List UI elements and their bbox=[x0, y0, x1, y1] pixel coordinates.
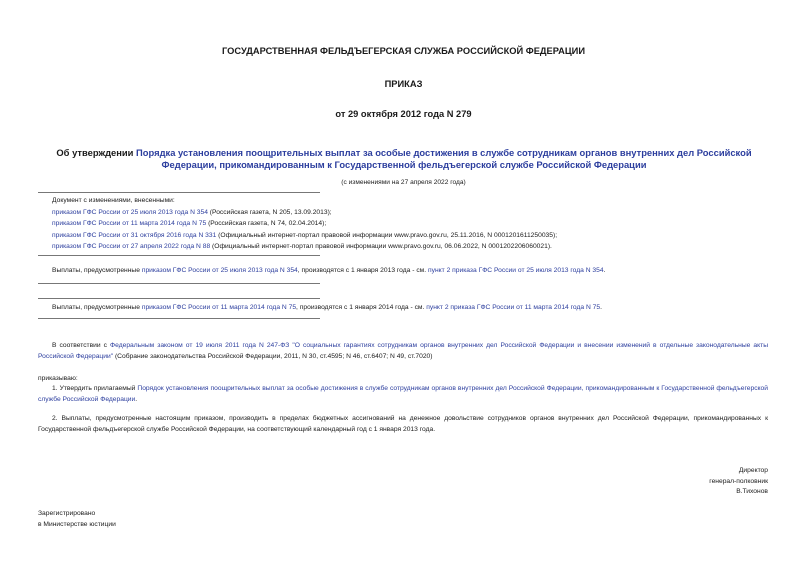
note-link[interactable]: пункт 2 приказа ГФС России от 11 марта 2014 года N 75 bbox=[426, 304, 601, 311]
title-link[interactable]: Порядка установления поощрительных выплат за особые достижения в службе сотрудникам органов внутренних дел Российской Федерации, прикомандированным к Государственной фельдъегерской службе Российской Федерации bbox=[136, 147, 752, 170]
note-link[interactable]: пункт 2 приказа ГФС России от 25 июля 2013 года N 354 bbox=[427, 267, 604, 274]
order-word: приказываю: bbox=[38, 375, 78, 382]
amendment-text: (Официальный интернет-портал правовой информации www.pravo.gov.ru, 06.06.2022, N 0001202206060021). bbox=[210, 243, 552, 251]
document-subtitle: (с изменениями на 27 апреля 2022 года) bbox=[341, 179, 466, 186]
amendments-block bbox=[52, 195, 557, 253]
item-text: . bbox=[135, 395, 138, 403]
amendment-link[interactable]: приказом ГФС России от 11 марта 2014 года N 75 bbox=[52, 220, 207, 228]
note-354 bbox=[52, 265, 605, 277]
amendment-link[interactable]: приказом ГФС России от 31 октября 2016 года N 331 bbox=[52, 231, 217, 239]
amendment-link[interactable]: приказом ГФС России от 25 июля 2013 года N 354 bbox=[52, 208, 208, 216]
amendments-heading: Документ с изменениями, внесенными: bbox=[52, 197, 175, 204]
divider bbox=[38, 318, 320, 319]
amendment-item bbox=[52, 207, 557, 219]
registration-line: в Министерстве юстиции bbox=[38, 521, 116, 528]
procedure-link[interactable]: Порядок установления поощрительных выплат за особые достижения в службе сотрудникам органов внутренних дел Российской Федерации, прикомандированным к Государственной фельдъегерской службе Российской Федерации bbox=[38, 385, 768, 403]
divider bbox=[38, 192, 320, 193]
note-text: . bbox=[603, 267, 606, 274]
document-title bbox=[40, 147, 768, 171]
preamble-text: В соответствии с bbox=[52, 342, 111, 349]
preamble-text: (Собрание законодательства Российской Федерации, 2011, N 30, ст.4595; N 46, ст.6407; N 49, ст.7020) bbox=[113, 352, 433, 360]
amendment-text: (Официальный интернет-портал правовой информации www.pravo.gov.ru, 25.11.2016, N 0001201611250035); bbox=[216, 231, 558, 239]
note-link[interactable]: приказом ГФС России от 11 марта 2014 года N 75 bbox=[141, 304, 297, 311]
preamble bbox=[38, 341, 768, 362]
divider bbox=[38, 255, 320, 256]
document-type: ПРИКАЗ bbox=[384, 79, 423, 89]
item-text: 1. Утвердить прилагаемый bbox=[52, 385, 138, 392]
amendment-text: (Российская газета, N 205, 13.09.2013); bbox=[207, 208, 332, 216]
note-link[interactable]: приказом ГФС России от 25 июля 2013 года N 354 bbox=[141, 267, 298, 274]
amendment-text: (Российская газета, N 74, 02.04.2014); bbox=[206, 220, 327, 228]
registration-line: Зарегистрировано bbox=[38, 510, 96, 517]
note-text: . bbox=[600, 304, 602, 311]
document-date-number: от 29 октября 2012 года N 279 bbox=[335, 109, 472, 119]
signer-position: Директор bbox=[738, 467, 768, 474]
divider bbox=[38, 298, 320, 299]
amendment-item bbox=[52, 218, 557, 230]
signature-block bbox=[709, 466, 768, 498]
item-1 bbox=[38, 384, 768, 405]
title-prefix: Об утверждении bbox=[56, 147, 137, 158]
note-text: , производятся с 1 января 2014 года - см. bbox=[296, 304, 427, 311]
note-text: Выплаты, предусмотренные bbox=[52, 304, 142, 311]
note-text: Выплаты, предусмотренные bbox=[52, 267, 142, 274]
agency-name: ГОСУДАРСТВЕННАЯ ФЕЛЬДЪЕГЕРСКАЯ СЛУЖБА РОССИЙСКОЙ ФЕДЕРАЦИИ bbox=[221, 46, 586, 56]
amendment-link[interactable]: приказом ГФС России от 27 апреля 2022 года N 88 bbox=[52, 243, 211, 251]
note-75 bbox=[52, 302, 602, 314]
divider bbox=[38, 283, 320, 284]
amendment-item bbox=[52, 241, 557, 253]
signer-name: В.Тихонов bbox=[736, 488, 768, 495]
note-text: , производятся с 1 января 2013 года - см. bbox=[297, 267, 428, 274]
federal-law-link[interactable]: Федеральным законом от 19 июля 2011 года N 247-ФЗ "О социальных гарантиях сотрудникам органов внутренних дел Российской Федерации и внесении изменений в отдельные законодательные акты Российской Федерации" bbox=[38, 342, 769, 360]
item-2: 2. Выплаты, предусмотренные настоящим приказом, производить в пределах бюджетных ассигнований на денежное довольствие сотрудников органов внутренних дел Российской Федерации, прикомандированных к Государственной фельдъегерской службе Российской Федерации, на соответствующий календарный год с 1 января 2013 года. bbox=[38, 415, 768, 433]
signer-rank: генерал-полковник bbox=[709, 477, 768, 485]
registration-block bbox=[38, 508, 116, 530]
amendment-item bbox=[52, 230, 557, 242]
